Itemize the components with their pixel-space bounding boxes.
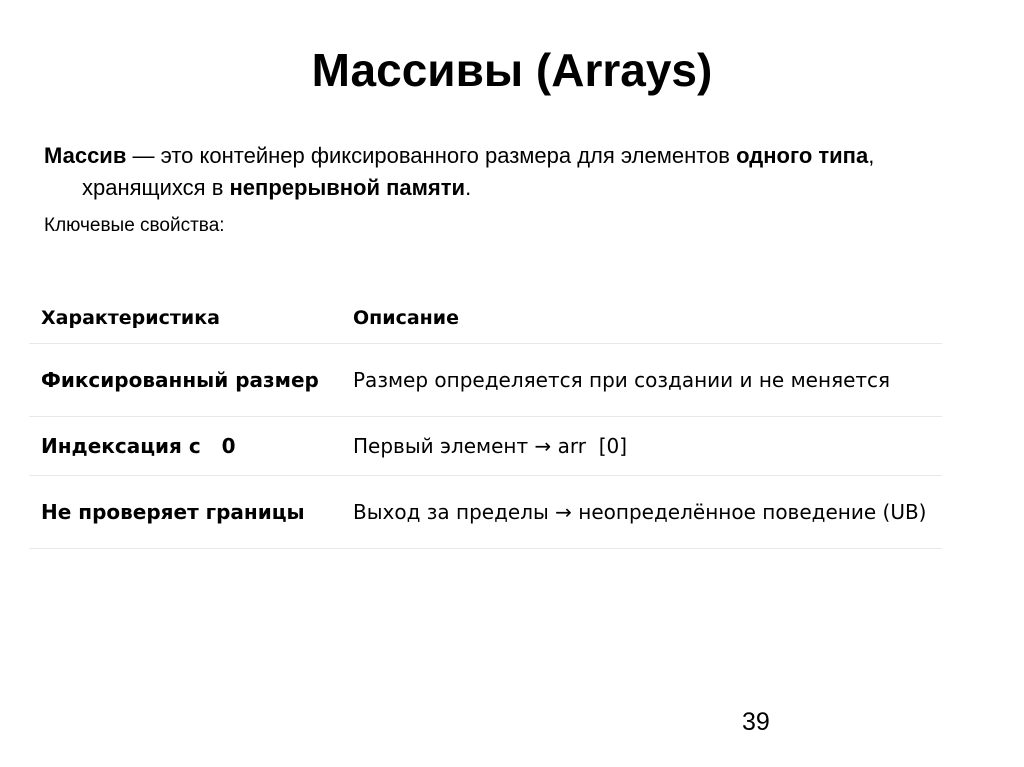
properties-label: Ключевые свойства:: [44, 215, 225, 236]
table-row: [29, 417, 942, 476]
definition-term: Массив: [44, 143, 127, 168]
table-header-row: [29, 292, 942, 344]
characteristic-cell: Не проверяет границы: [29, 476, 341, 549]
table-row: [29, 476, 942, 549]
page-number: 39: [742, 708, 770, 736]
definition-bold-contiguous-memory: непрерывной памяти: [229, 175, 466, 200]
description-cell: Выход за пределы → неопределённое поведение (UB): [341, 476, 942, 549]
definition-text-1: — это контейнер фиксированного размера для элементов: [126, 143, 737, 168]
table-row: [29, 344, 942, 417]
header-characteristic: Характеристика: [29, 292, 341, 344]
definition-bold-same-type: одного типа: [736, 143, 869, 168]
characteristic-cell: Индексация с 0: [29, 417, 341, 476]
description-cell: Первый элемент → arr [0]: [341, 417, 942, 476]
definition-text-2: , хранящихся в: [82, 143, 875, 200]
array-definition: [44, 140, 1002, 204]
slide-title: Массивы (Arrays): [311, 44, 713, 96]
description-cell: Размер определяется при создании и не меняется: [341, 344, 942, 417]
characteristic-cell: Фиксированный размер: [29, 344, 341, 417]
definition-text-3: .: [465, 175, 472, 200]
properties-table: [29, 292, 942, 549]
header-description: Описание: [341, 292, 942, 344]
